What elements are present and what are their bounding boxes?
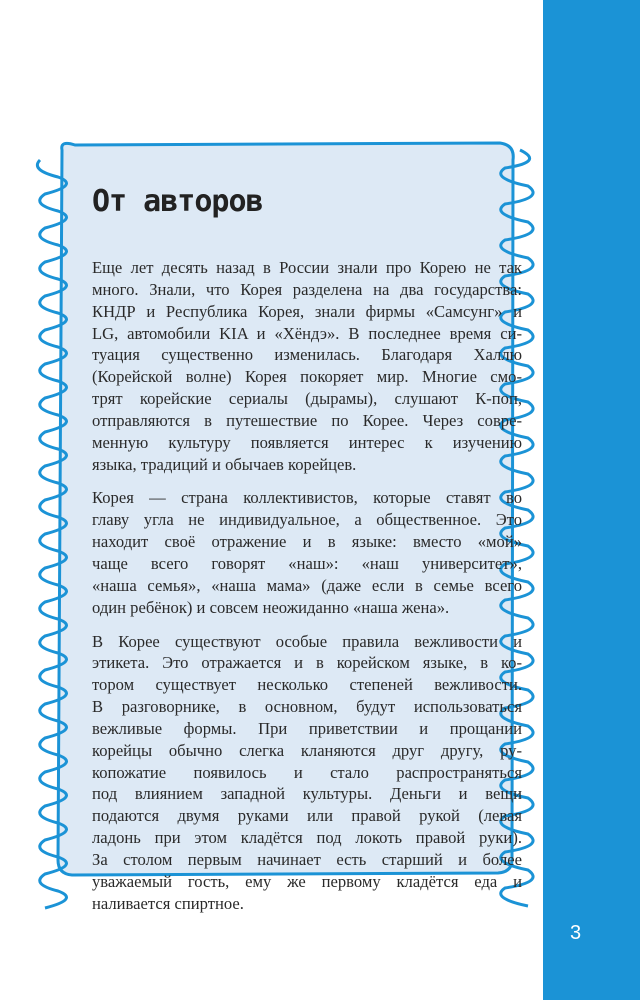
text-line: подаются двумя руками или правой рукой (левая xyxy=(92,806,522,826)
text-line: корейцы обычно слегка кланяются друг другу, ру- xyxy=(92,740,522,760)
text-line: копожатие появилось и стало распространяться xyxy=(92,762,522,782)
text-line: (Корейской волне) Корея покоряет мир. Многие смо- xyxy=(92,367,522,387)
text-line: трят корейские сериалы (дырамы), слушают К-поп, xyxy=(92,389,522,409)
text-line: языка, традиций и обычаев корейцев. xyxy=(92,454,357,474)
text-line: один ребёнок) и совсем неожиданно «наша жена». xyxy=(92,597,450,617)
page-number: 3 xyxy=(570,922,582,944)
text-line: В разговорнике, в основном, будут использоваться xyxy=(92,697,522,717)
paragraph xyxy=(92,257,522,475)
text-line: За столом первым начинает есть старший и более xyxy=(92,849,522,869)
page-title: От авторов xyxy=(92,184,263,219)
text-line: много. Знали, что Корея разделена на два государства: xyxy=(92,279,522,299)
text-line: LG, автомобили KIA и «Хёндэ». В последнее время си- xyxy=(92,323,522,343)
text-line: КНДР и Республика Корея, знали фирмы «Самсунг» и xyxy=(92,301,522,321)
text-line: менную культуру появляется интерес к изучению xyxy=(92,432,522,452)
text-line: ладонь при этом кладётся под локоть правой руки). xyxy=(92,828,522,848)
text-line: уважаемый гость, ему же первому кладётся еда и xyxy=(92,871,522,891)
paragraph xyxy=(92,487,522,618)
text-line: Еще лет десять назад в России знали про Корею не так xyxy=(92,258,522,277)
text-line: «наша семья», «наша мама» (даже если в семье всего xyxy=(92,575,522,595)
text-line: В Корее существуют особые правила вежливости и xyxy=(92,631,522,651)
text-line: чаще всего говорят «наш»: «наш университет», xyxy=(92,553,522,573)
text-line: туация существенно изменилась. Благодаря Халлю xyxy=(92,345,522,365)
text-line: находит своё отражение и в языке: вместо «мой» xyxy=(92,532,522,552)
paragraph xyxy=(92,631,522,915)
text-line: тором существует несколько степеней вежливости. xyxy=(92,675,522,695)
text-line: наливается спиртное. xyxy=(92,893,244,913)
body-text xyxy=(92,257,522,926)
text-line: вежливые формы. При приветствии и прощании xyxy=(92,718,522,738)
text-line: отправляются в путешествие по Корее. Через совре- xyxy=(92,410,522,430)
text-line: Корея — страна коллективистов, которые ставят во xyxy=(92,488,522,508)
text-line: главу угла не индивидуальное, а общественное. Это xyxy=(92,510,522,530)
text-line: под влиянием западной культуры. Деньги и вещи xyxy=(92,784,522,804)
text-line: этикета. Это отражается и в корейском языке, в ко- xyxy=(92,653,522,673)
